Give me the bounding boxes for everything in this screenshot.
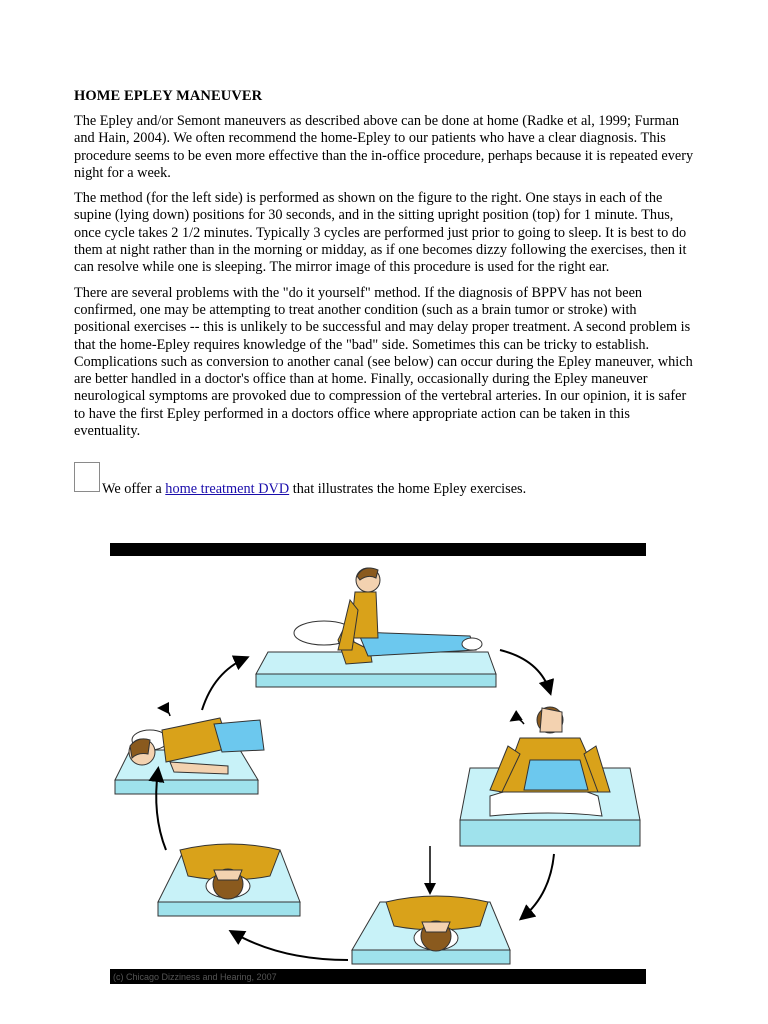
figure-top-bar: [110, 543, 646, 556]
arrow-head-turn-left: [160, 708, 170, 716]
figure-sitting-upright: [294, 568, 482, 664]
dvd-offer: [74, 462, 694, 496]
offer-text-before: We offer a: [102, 481, 166, 497]
broken-image-icon: [74, 462, 100, 492]
arrow-bottom-left: [232, 932, 348, 960]
arrow-right-down: [522, 854, 554, 918]
paragraph-method: The method (for the left side) is performed as shown on the figure to the right. One stays in each of the supine (lying down) positions for 30 seconds, and in the sitting upright position (top) for 1 minute. Thus, once cycle takes 2 1/2 minutes. Typically 3 cycles are performed just prior to going to sleep. It is best to do them at night rather than in the morning or midday, as if one becomes dizzy following the exercises, then it can resolve while one is sleeping. The mirror image of this procedure is used for the right ear.: [74, 190, 687, 276]
section-heading: HOME EPLEY MANEUVER: [74, 88, 263, 104]
epley-maneuver-figure: [110, 540, 646, 986]
figure-copyright: (c) Chicago Dizziness and Hearing, 2007: [113, 972, 277, 982]
dvd-link[interactable]: home treatment DVD: [165, 481, 290, 497]
epley-illustration: [110, 540, 646, 986]
article: [74, 88, 694, 448]
offer-text-after: that illustrates the home Epley exercises.: [289, 481, 527, 497]
figure-head-turned: [490, 707, 610, 816]
arrow-top-right: [500, 650, 550, 692]
paragraph-intro: The Epley and/or Semont maneuvers as described above can be done at home (Radke et al, 1999; Furman and Hain, 2004). We often recommend the home-Epley to our patients who have a clear diagnosis. This procedure seems to be even more effective than the in-office procedure, perhaps because it is repeated every night for a week.: [74, 113, 694, 181]
offer-text: [102, 481, 526, 498]
arrow-left-top: [202, 658, 246, 710]
arrow-head-turn-right: [512, 719, 524, 724]
mat-top: [256, 652, 496, 687]
paragraph-problems: There are several problems with the "do it yourself" method. If the diagnosis of BPPV has not been confirmed, one may be attempting to treat another condition (such as a brain tumor or stroke) with positional exercises -- this is unlikely to be successful and may delay proper treatment. A second problem is that the home-Epley requires knowledge of the "bad" side. Sometimes this can be tricky to establish. Complications such as conversion to another canal (see below) can occur during the Epley maneuver, which are better handled in a doctor's office than at home. Finally, occasionally during the Epley maneuver neurological symptoms are provoked due to compression of the vertebral arteries. In our opinion, it is safer to have the first Epley performed in a doctors office where appropriate action can be taken in this eventuality.: [74, 284, 693, 440]
